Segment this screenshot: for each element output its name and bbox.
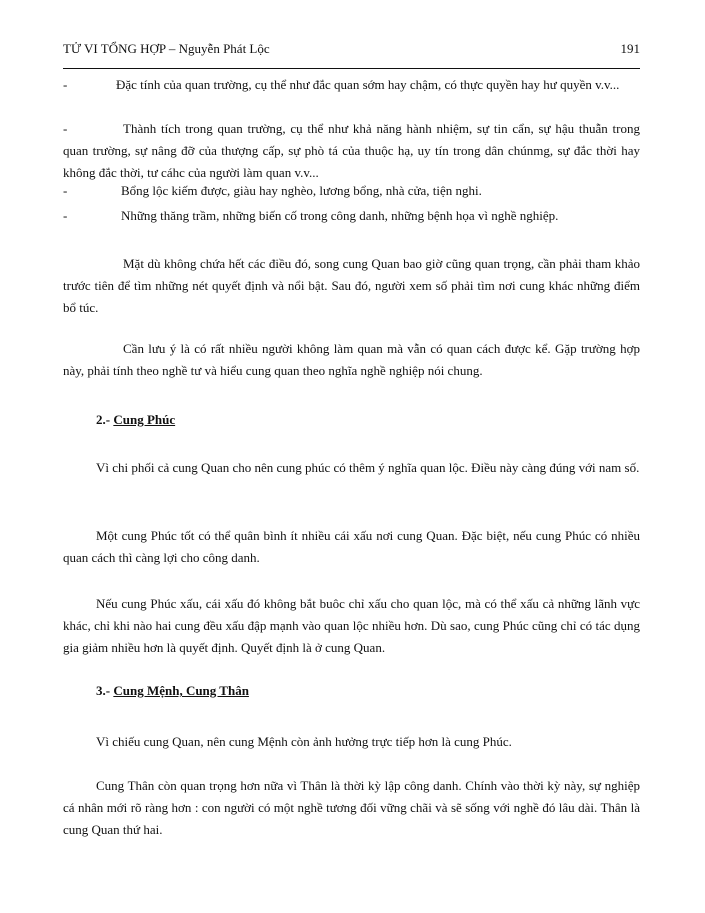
list-item	[63, 118, 640, 184]
section-heading	[96, 680, 249, 702]
section-number: 2.-	[96, 412, 111, 427]
list-item	[63, 74, 640, 96]
list-item	[63, 205, 640, 227]
section-title: Cung Phúc	[113, 412, 176, 427]
bullet-dash: -	[63, 208, 68, 223]
bullet-dash: -	[63, 183, 68, 198]
list-item-text: Những thăng trầm, những biến cố trong công danh, những bệnh họa vì nghề nghiệp.	[121, 208, 559, 223]
page-header	[63, 40, 640, 58]
page-number: 191	[620, 41, 640, 56]
section-title: Cung Mệnh, Cung Thân	[113, 683, 249, 698]
paragraph: Mặt dù không chứa hết các điều đó, song cung Quan bao giờ cũng quan trọng, cần phải tham khảo trước tiên để tìm những nét quyết định và nổi bật. Sau đó, người xem số phải tìm nơi cung khác những điểm bổ túc.	[63, 256, 640, 315]
paragraph: Vì chi phối cả cung Quan cho nên cung phúc có thêm ý nghĩa quan lộc. Điều này càng đúng với nam số.	[96, 460, 640, 475]
section-number: 3.-	[96, 683, 111, 698]
paragraph: Vì chiếu cung Quan, nên cung Mệnh còn ảnh hưởng trực tiếp hơn là cung Phúc.	[96, 734, 512, 749]
list-item	[63, 180, 640, 202]
paragraph: Cung Thân còn quan trọng hơn nữa vì Thân là thời kỳ lập công danh. Chính vào thời kỳ này, sự nghiệp cá nhân mới rõ ràng hơn : con người có một nghề tương đối vững chãi và sẽ sống với nghề đó lâu dài. Thân là cung Quan thứ hai.	[63, 778, 640, 837]
bullet-dash: -	[63, 77, 68, 92]
paragraph: Một cung Phúc tốt có thể quân bình ít nhiều cái xấu nơi cung Quan. Đặc biệt, nếu cung Phúc có nhiều quan cách thì càng lợi cho công danh.	[63, 528, 640, 565]
list-item-text: Đặc tính của quan trường, cụ thể như đắc quan sớm hay chậm, có thực quyền hay hư quyền v.v...	[116, 77, 620, 92]
bullet-dash: -	[63, 121, 68, 136]
section-heading	[96, 409, 175, 431]
paragraph: Nếu cung Phúc xấu, cái xấu đó không bắt buôc chỉ xấu cho quan lộc, mà có thể xấu cả những lãnh vực khác, chỉ khi nào hai cung đều xấu đập mạnh vào quan lộc nhiều hơn. Dù sao, cung Phúc cũng chỉ có tác dụng gia giảm nhiều hơn là quyết định. Quyết định là ở cung Quan.	[63, 596, 640, 655]
running-title: TỬ VI TỔNG HỢP – Nguyễn Phát Lộc	[63, 41, 270, 56]
list-item-text: Bổng lộc kiếm được, giàu hay nghèo, lương bổng, nhà cửa, tiện nghi.	[121, 183, 482, 198]
list-item-text: Thành tích trong quan trường, cụ thể như khả năng hành nhiệm, sự tin cẩn, sự hậu thuẫn trong quan trường, sự nâng đỡ của thượng cấp, sự phò tá của thuộc hạ, uy tín trong dân chúnmg, sự đắc thời hay không đắc thời, tư cáhc của người làm quan v.v...	[63, 121, 640, 180]
header-rule	[63, 68, 640, 69]
paragraph: Cần lưu ý là có rất nhiều người không làm quan mà vẫn có quan cách được kể. Gặp trường hợp này, phải tính theo nghề tư và hiểu cung quan theo nghĩa nghề nghiệp nói chung.	[63, 341, 640, 378]
